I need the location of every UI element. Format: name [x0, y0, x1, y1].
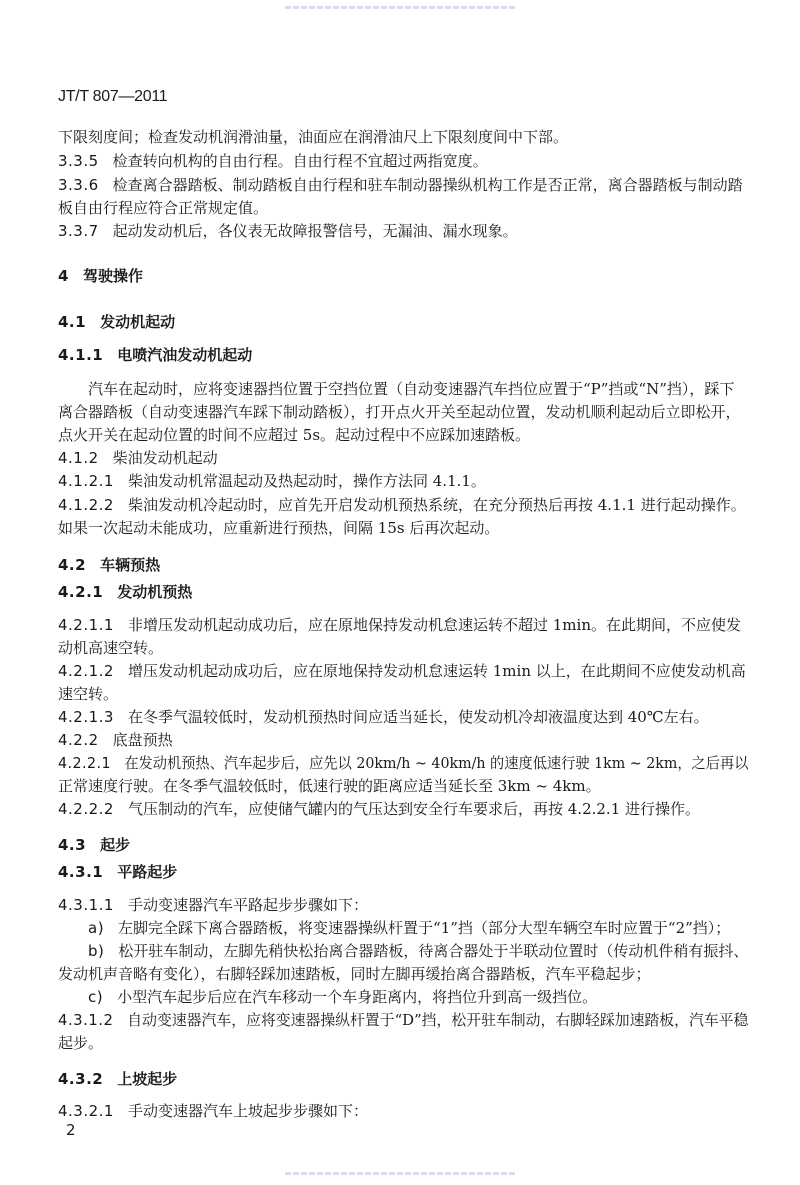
clause-4-2-2-2: 4.2.2.2 气压制动的汽车，应使储气罐内的气压达到安全行车要求后，再按 4.2.2.1 进行操作。 — [58, 800, 701, 818]
paragraph-line: 离合器踏板（自动变速器汽车踩下制动踏板），打开点火开关至起动位置，发动机顺利起动后立即松开， — [58, 403, 741, 421]
clause-4-1-2-2: 4.1.2.2 柴油发动机冷起动时，应首先开启发动机预热系统，在充分预热后再按 4.1.1 进行起动操作。 — [58, 496, 746, 514]
clause-4-2-1-1: 4.2.1.1 非增压发动机起动成功后，应在原地保持发动机怠速运转不超过 1min。在此期间，不应使发 — [58, 616, 741, 634]
paragraph-line: 正常速度行驶。在冬季气温较低时，低速行驶的距离应适当延长至 3km ~ 4km。 — [58, 777, 601, 795]
clause-4-2-2-1: 4.2.2.1 在发动机预热、汽车起步后，应先以 20km/h ~ 40km/h 的速度低速行驶 1km ~ 2km，之后再以 — [58, 754, 749, 772]
clause-3-3-6: 3.3.6 检查离合器踏板、制动踏板自由行程和驻车制动器操纵机构工作是否正常，离合器踏板与制动踏 — [58, 176, 743, 194]
paragraph-line: 速空转。 — [58, 685, 119, 703]
clause-number: 3.3.6 — [58, 176, 99, 194]
list-item-c: c) 小型汽车起步后应在汽车移动一个车身距离内，将挡位升到高一级挡位。 — [88, 988, 598, 1006]
section-heading-4: 4 驾驶操作 — [58, 267, 143, 285]
clause-4-2-2: 4.2.2 底盘预热 — [58, 731, 173, 749]
section-heading-4-2: 4.2 车辆预热 — [58, 556, 161, 574]
section-heading-4-3-1: 4.3.1 平路起步 — [58, 863, 178, 881]
list-item-a: a) 左脚完全踩下离合器踏板，将变速器操纵杆置于“1”挡（部分大型车辆空车时应置于“2”挡）； — [88, 919, 731, 937]
clause-4-2-1-2: 4.2.1.2 增压发动机起动成功后，应在原地保持发动机怠速运转 1min 以上，在此期间不应使发动机高 — [58, 662, 746, 680]
paragraph-line: 起步。 — [58, 1034, 104, 1052]
clause-4-1-2-1: 4.1.2.1 柴油发动机常温起动及热起动时，操作方法同 4.1.1。 — [58, 472, 486, 490]
clause-number: 3.3.5 — [58, 152, 99, 170]
paragraph-line: 如果一次起动未能成功，应重新进行预热，间隔 15s 后再次起动。 — [58, 519, 500, 537]
paragraph-line: 板自由行程应符合正常规定值。 — [58, 199, 269, 217]
clause-4-2-1-3: 4.2.1.3 在冬季气温较低时，发动机预热时间应适当延长，使发动机冷却液温度达到 40℃左右。 — [58, 708, 709, 726]
paragraph-line: 发动机声音略有变化），右脚轻踩加速踏板，同时左脚再缓抬离合器踏板，汽车平稳起步； — [58, 965, 651, 983]
clause-4-3-2-1: 4.3.2.1 手动变速器汽车上坡起步步骤如下： — [58, 1102, 368, 1120]
bottom-watermark — [0, 1170, 800, 1175]
clause-number: 3.3.7 — [58, 222, 99, 240]
section-heading-4-3: 4.3 起步 — [58, 836, 131, 854]
clause-4-3-1-2: 4.3.1.2 自动变速器汽车，应将变速器操纵杆置于“D”挡，松开驻车制动，右脚轻踩加速踏板，汽车平稳 — [58, 1011, 749, 1029]
clause-4-1-2: 4.1.2 柴油发动机起动 — [58, 449, 218, 467]
top-watermark — [0, 4, 800, 9]
section-heading-4-1: 4.1 发动机起动 — [58, 313, 176, 331]
paragraph-line: 下限刻度间；检查发动机润滑油量，油面应在润滑油尺上下限刻度间中下部。 — [58, 128, 569, 146]
section-heading-4-3-2: 4.3.2 上坡起步 — [58, 1070, 178, 1088]
section-heading-4-1-1: 4.1.1 电喷汽油发动机起动 — [58, 346, 253, 364]
list-item-b: b) 松开驻车制动，左脚先稍快松抬离合器踏板，待离合器处于半联动位置时（传动机件稍有振抖、 — [88, 942, 749, 960]
clause-4-3-1-1: 4.3.1.1 手动变速器汽车平路起步步骤如下： — [58, 896, 368, 914]
clause-3-3-7: 3.3.7 起动发动机后，各仪表无故障报警信号，无漏油、漏水现象。 — [58, 222, 518, 240]
clause-3-3-5: 3.3.5 检查转向机构的自由行程。自由行程不宜超过两指宽度。 — [58, 152, 488, 170]
paragraph-line: 点火开关在起动位置的时间不应超过 5s。起动过程中不应踩加速踏板。 — [58, 426, 531, 444]
paragraph-line: 汽车在起动时，应将变速器挡位置于空挡位置（自动变速器汽车挡位应置于“P”挡或“N”挡），踩下 — [88, 380, 735, 398]
section-heading-4-2-1: 4.2.1 发动机预热 — [58, 583, 193, 601]
standard-number-header: JT/T 807—2011 — [58, 88, 168, 105]
paragraph-line: 动机高速空转。 — [58, 639, 164, 657]
page-number: 2 — [66, 1121, 76, 1139]
